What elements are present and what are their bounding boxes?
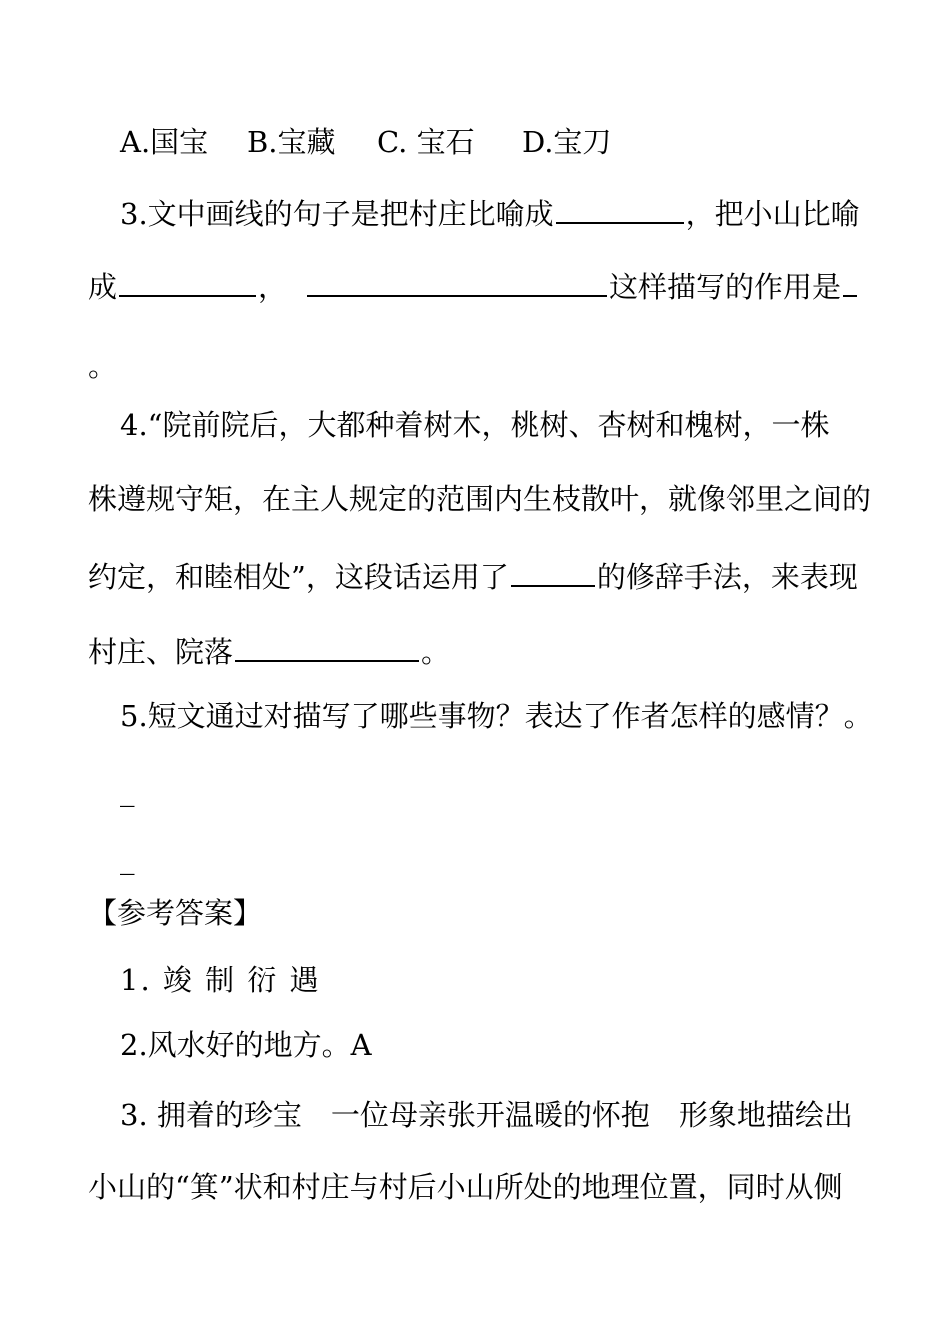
answer-3-line-2 bbox=[88, 1167, 843, 1207]
answer-blank[interactable] bbox=[843, 265, 857, 297]
question-5-line bbox=[120, 696, 873, 736]
answer-2-text: 2.风水好的地方。A bbox=[120, 1028, 372, 1062]
question-3-text: 这样描写的作用是 bbox=[609, 270, 842, 304]
answer-blank[interactable] bbox=[511, 555, 595, 587]
question-4-line-2 bbox=[88, 479, 871, 519]
option-b[interactable]: B.宝藏 bbox=[247, 125, 336, 159]
question-3-text: ， bbox=[258, 270, 288, 304]
question-4-text: 株遵规守矩，在主人规定的范围内生枝散叶，就像邻里之间的 bbox=[88, 482, 872, 516]
answer-blank[interactable] bbox=[119, 265, 256, 297]
question-4-line-4 bbox=[88, 630, 450, 670]
dash-text: _ bbox=[120, 841, 135, 875]
answer-dash-2[interactable] bbox=[120, 838, 135, 878]
answer-1-text: 1. 竣 制 衍 遇 bbox=[120, 963, 321, 997]
question-3-text: 成 bbox=[88, 270, 118, 304]
answer-blank[interactable] bbox=[235, 630, 419, 662]
question-3-text: 3.文中画线的句子是把村庄比喻成 bbox=[120, 197, 554, 231]
question-3-end: 。 bbox=[88, 349, 118, 383]
dash-text: _ bbox=[120, 773, 135, 807]
question-3-line-1 bbox=[120, 192, 860, 232]
answer-blank[interactable] bbox=[556, 192, 684, 224]
options-row bbox=[120, 122, 611, 162]
question-4-text: 的修辞手法，来表现 bbox=[596, 560, 858, 594]
answer-3-text: 小山的“箕”状和村庄与村后小山所处的地理位置，同时从侧 bbox=[88, 1170, 843, 1204]
answers-heading-text: 【参考答案】 bbox=[88, 896, 263, 930]
answer-3-line-1 bbox=[120, 1095, 853, 1135]
answers-heading bbox=[88, 893, 262, 933]
answer-dash-1[interactable] bbox=[120, 770, 135, 810]
answer-blank[interactable] bbox=[307, 265, 607, 297]
question-3-text: ，把小山比喻 bbox=[685, 197, 860, 231]
question-4-line-1 bbox=[120, 405, 862, 445]
question-4-text: 约定，和睦相处”，这段话运用了 bbox=[88, 560, 509, 594]
option-a[interactable]: A.国宝 bbox=[120, 125, 209, 159]
question-4-text: 。 bbox=[421, 635, 451, 669]
answer-3-text: 3. 拥着的珍宝 一位母亲张开温暖的怀抱 形象地描绘出 bbox=[120, 1098, 853, 1132]
question-3-line-2 bbox=[88, 265, 859, 305]
question-3-line-3 bbox=[88, 346, 117, 386]
answer-1 bbox=[120, 960, 321, 1000]
option-d[interactable]: D.宝刀 bbox=[522, 125, 612, 159]
question-5-text: 5.短文通过对描写了哪些事物？表达了作者怎样的感情？。 bbox=[120, 699, 873, 733]
option-c[interactable]: C. 宝石 bbox=[377, 125, 475, 159]
answer-2 bbox=[120, 1025, 372, 1065]
question-4-text: 4.“院前院后，大都种着树木，桃树、杏树和槐树，一株 bbox=[120, 408, 830, 442]
question-4-line-3 bbox=[88, 555, 858, 595]
question-4-text: 村庄、院落 bbox=[88, 635, 234, 669]
